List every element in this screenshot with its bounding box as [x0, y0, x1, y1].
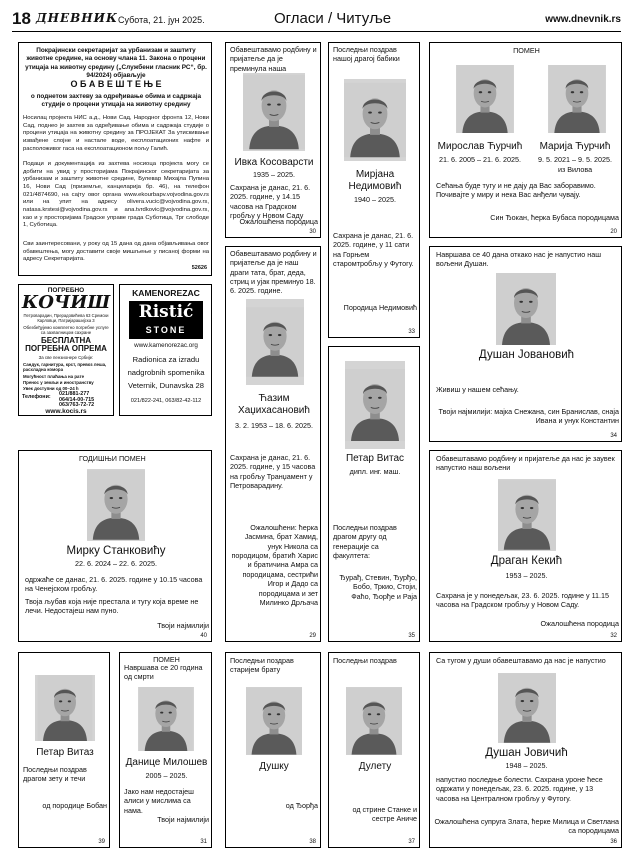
- ad-kocis-address: Петроварадин, Прерадовићева 63 Сремски Карловци, Патријарашијска 3: [23, 313, 109, 324]
- deceased-name: Дулету: [358, 761, 392, 772]
- ad-ristic-brand: KAMENOREZAC: [132, 288, 200, 298]
- portrait-photo-1: [456, 65, 514, 133]
- notice-title: О Б А В Е Ш Т Е Њ Е: [70, 79, 162, 89]
- obituary-ivka: [225, 42, 321, 238]
- signature: Твоји најмилији: [157, 815, 209, 824]
- ad-kocis-item-4: Увек доступни од 00–24 h: [23, 386, 79, 391]
- ad-number: 36: [610, 839, 617, 845]
- ad-kocis-phone-2: 064/14-00-715: [59, 396, 95, 403]
- ad-ristic-stone: STONE: [145, 325, 187, 335]
- ad-ristic-line-1: Radionica za izradu: [132, 355, 200, 364]
- memorial-text: Живиш у нашем сећању.: [436, 385, 519, 394]
- deceased-name: Душку: [259, 761, 289, 772]
- notice-subtitle: о поднетом захтеву за одређивање обима и садржаја студије о процени утицаја на животну средину: [30, 93, 202, 109]
- portrait-photo-2: [548, 65, 606, 133]
- obituary-dusan-jovicic: [429, 652, 622, 848]
- ad-ristic-line-3: Veternik, Dunavska 28: [128, 381, 204, 390]
- ad-kocis-headline: БЕСПЛАТНА ПОГРЕБНА ОПРЕМА: [25, 336, 107, 354]
- page-number: 18: [12, 9, 31, 28]
- portrait-photo: [345, 361, 405, 449]
- signature: Ожалошћена породица: [540, 619, 619, 628]
- obituary-petar-vitas: [328, 346, 420, 642]
- ad-kocis-phone-1: 021/881-277: [59, 391, 90, 397]
- obituary-mirko: [18, 450, 212, 642]
- obituary-header: ГОДИШЊИ ПОМЕН: [79, 454, 146, 463]
- signature: од стрине Станке и сестре Аниче: [352, 805, 417, 824]
- ad-kocis-item-1: Сандук, гарнитура, крст, превоз лешa, расхладна комора: [23, 362, 107, 373]
- obituary-intro: Навршава се 20 година од смрти: [124, 663, 203, 682]
- portrait-photo: [246, 687, 302, 755]
- deceased-years: 1935 – 2025.: [253, 170, 295, 179]
- funeral-info: Сахрана је данас, 21. 6. 2025. године, у 15 часова на гробљу Транџамент у Петроварадину.: [230, 453, 316, 491]
- ad-kocis[interactable]: [18, 284, 114, 416]
- hometown: из Вилова: [557, 165, 593, 174]
- signature: Ђурађ, Стевин, Ђурђо, Бобо, Тркио, Стоји, Фаћо, Ђорђе и Раја: [339, 573, 417, 601]
- obituary-curcic: [429, 42, 622, 238]
- deceased-years: 1953 – 2025.: [505, 571, 548, 580]
- ad-kocis-phone-label: Телефони:: [22, 394, 51, 400]
- signature: од Ђорђа: [285, 801, 318, 810]
- ad-number: 37: [408, 839, 415, 845]
- funeral-info: Сахрана је у понедељак, 23. 6. 2025. године у 11.15 часова на Градском гробљу у Новом Саду.: [436, 591, 610, 610]
- obituary-intro: Обавештавамо родбину и пријатеље да је преминула наша: [230, 45, 317, 73]
- signature: Ожалошћена породица: [239, 217, 318, 226]
- signature: од породице Бобан: [42, 801, 107, 810]
- deceased-years: 3. 2. 1953 – 18. 6. 2025.: [235, 421, 313, 430]
- obituary-intro: Обавештавамо родбину и пријатеље да нас је заувек напустио наш вољени: [436, 454, 615, 473]
- site-link[interactable]: www.dnevnik.rs: [545, 14, 621, 25]
- deceased-name: Душан Јовичић: [485, 747, 568, 759]
- notice-body-2: Подаци и документација из захтева носиоца пројекта могу се добити на увид у просторијама Покрајинског секретаријата за урбанизам и заштиту животне средине, Булевар Михајла Пупина 16, Нови Сад (приземље, канцеларија бр. 46), на телефон 021/4874690, на сајту овог органа www.ekourbapv.vojvodina.gov.rs или на упит на адресу olivera.vucic@vojvodina.gov.rs, natasa.krstesi@vojvodina.gov.rs и ana.tvrdkovic@vojvodina.gov.rs, као и у просторијама Градске управе града Суботица, Трг слободе 1, Суботица.: [23, 161, 209, 229]
- signature: Породица Недимовић: [343, 303, 417, 312]
- ad-ristic-phone: 021/822-241, 063/82-42-112: [130, 398, 202, 404]
- ad-ristic-name: Ristić: [138, 302, 194, 322]
- obituary-header: ПОМЕН: [153, 655, 180, 664]
- memorial-text: Последњи поздрав драгом зету и течи: [23, 765, 87, 784]
- ad-kocis-phone-3: 063/763-72-72: [59, 402, 95, 409]
- memorial-text: Последњи поздрав драгом другу од генерације са факултета:: [333, 523, 397, 561]
- obituary-intro: Последњи поздрав старијем брату: [230, 656, 294, 675]
- signature: Син Ђокан, ћерка Бубаса породицама: [490, 213, 619, 222]
- funeral-info: напустио последње болести. Сахрана уроне ћесе одржати у понедељак, 23. 6. 2025. године, у 13 часова на Централном гробљу у Футогу.: [436, 775, 603, 803]
- portrait-photo: [346, 687, 402, 755]
- ad-number: 20: [610, 229, 617, 235]
- ad-number: 33: [408, 329, 415, 335]
- funeral-info: Сахрана је данас, 21. 6. 2025. године, у 14.15 часова на Градском гробљу у Новом Саду: [230, 183, 311, 221]
- memorial-text: Твоја љубав која није престала и тугу која време не лечи. Недостајеш нам пуно.: [25, 597, 199, 616]
- obituary-dusan-jovanovic: [429, 246, 622, 442]
- portrait-photo: [498, 479, 556, 551]
- deceased-name: Ћазим Хаџихасановић: [238, 393, 310, 416]
- ad-number: 29: [309, 633, 316, 639]
- ad-kocis-item-3: Пренос у земљи и иностранству: [23, 380, 94, 385]
- portrait-photo: [246, 299, 304, 385]
- signature: Твоји најмилији: [157, 621, 209, 630]
- issue-date: Субота, 21. јун 2025.: [118, 15, 205, 25]
- obituary-intro: Обавештавамо родбину и пријатеље да је наш драги тата, брат, деда, стриц и ујак преминуо 18. 6. 2025. године.: [230, 249, 317, 296]
- page-header: [12, 8, 621, 32]
- deceased-title: дипл. инг. маш.: [349, 467, 401, 476]
- obituary-intro: Последњи поздрав: [333, 656, 397, 665]
- funeral-info: Сахрана је данас, 21. 6. 2025. године, у 11 сати на Горњем старомтробљу у Футогу.: [333, 231, 414, 269]
- obituary-petar-vitaz: [18, 652, 110, 848]
- deceased-name-2: Марија Ћурчић: [539, 141, 611, 152]
- portrait-photo: [35, 675, 95, 741]
- funeral-info: одржаће се данас, 21. 6. 2025. године у 10.15 часова на Ченејском гробљу.: [25, 575, 203, 594]
- notice-code: 52626: [191, 264, 207, 271]
- section-title: Огласи / Читуље: [274, 10, 392, 27]
- obituary-duletu: [328, 652, 420, 848]
- portrait-photo: [496, 273, 556, 345]
- ad-kocis-item-2: Могућност плаћања на рате: [23, 374, 85, 379]
- portrait-photo: [498, 673, 556, 743]
- deceased-name: Данице Милошев: [125, 757, 208, 768]
- ad-number: 30: [309, 229, 316, 235]
- portrait-photo: [243, 73, 305, 151]
- portrait-photo: [87, 469, 145, 541]
- ad-kocis-web[interactable]: www.kocis.rs: [45, 408, 87, 415]
- ad-number: 35: [408, 633, 415, 639]
- signature: Ожалошћена супруга Злата, ћерке Милица и Светлана са породицама: [434, 817, 619, 836]
- deceased-name: Мирјана Недимовић: [348, 169, 402, 192]
- ad-kocis-brand: КОЧИШ: [21, 292, 111, 313]
- ad-kocis-sub: За све пензионере Србије:: [38, 355, 94, 360]
- ad-number: 31: [200, 839, 207, 845]
- ad-kocis-phones: [59, 392, 94, 409]
- ad-ristic-logo: [129, 301, 203, 339]
- ad-ristic-site[interactable]: www.kamenorezac.org: [134, 342, 198, 349]
- ad-number: 39: [98, 839, 105, 845]
- notice-body-3: Сви заинтересовани, у року од 15 дана од дана објављивања овог обавештења, могу доставити своје мишљење у писаној форми на адресу Секретаријата.: [23, 241, 209, 263]
- portrait-photo: [344, 79, 406, 161]
- ad-number: 38: [309, 839, 316, 845]
- ad-number: 40: [200, 633, 207, 639]
- deceased-name: Драган Кекић: [490, 555, 563, 567]
- obituary-cazim: [225, 246, 321, 642]
- portrait-photo: [138, 687, 194, 751]
- ad-ristic[interactable]: [119, 284, 212, 416]
- obituary-dusku: [225, 652, 321, 848]
- deceased-name: Душан Јовановић: [478, 349, 575, 361]
- memorial-text: Сећања буде тугу и не дају да Вас заборавимо. Почивајте у миру и нека Вас анђели чувају.: [436, 181, 596, 200]
- newspaper-logo: ДНЕВНИК: [36, 11, 118, 25]
- obituary-intro: Навршава се 40 дана откако нас је напустио наш вољени Душан.: [436, 250, 602, 269]
- ad-kocis-top: ПОГРЕБНО: [47, 287, 85, 294]
- deceased-name: Ивка Косоварсти: [234, 157, 314, 168]
- ad-kocis-line1: Обезбеђујемо комплетно погребне услуге са захвалницом сахране: [23, 325, 109, 336]
- deceased-years: 22. 6. 2024 – 22. 6. 2025.: [75, 559, 157, 568]
- deceased-name: Мирку Станковићу: [66, 545, 166, 557]
- ad-number: 34: [610, 433, 617, 439]
- obituary-header: ПОМЕН: [513, 46, 540, 55]
- ad-ristic-line-2: nadgrobnih spomenika: [127, 368, 205, 377]
- notice-intro: Покрајински секретаријат за урбанизам и заштиту животне средине, на основу члана 11. Закона о процени утицаја на животну средину („Службени гласник РС“, бр. 94/2024) објављује: [25, 47, 207, 79]
- deceased-name: Петар Витаз: [36, 747, 94, 758]
- deceased-years: 2005 – 2025.: [145, 771, 188, 780]
- notice-body-1: Носилац пројекта НИС а.д., Нови Сад, Народног фронта 12, Нови Сад, поднео је захтев за одређивање обима и садржаја студије о процени утицаја на животну средину за ПРОЈЕКАТ За утискивање извађене слојне и настале воде, експлоатационих нафте и расположивог гаса на експлоатационом пољу Галић.: [23, 115, 209, 152]
- obituary-dragan: [429, 450, 622, 642]
- memorial-text: Јако нам недостајеш алиси у мислима са нама.: [124, 787, 194, 815]
- deceased-years-2: 9. 5. 2021 – 9. 5. 2025.: [538, 155, 612, 164]
- deceased-years: 1948 – 2025.: [505, 761, 548, 770]
- deceased-name-1: Мирослав Ћурчић: [437, 141, 523, 152]
- public-notice: [18, 42, 212, 276]
- deceased-years-1: 21. 6. 2005 – 21. 6. 2025.: [439, 155, 521, 164]
- deceased-years: 1940 – 2025.: [354, 195, 396, 204]
- signature: Ожалошћени: ћерка Јасмина, брат Хамид, унук Никола са породицом, братић Харис и братичина Амра са породицама, сестрићи Игор и Дадо са породицама и зет Милинко Дрљача: [231, 523, 318, 607]
- ad-number: 32: [610, 633, 617, 639]
- deceased-name: Петар Витас: [345, 453, 405, 464]
- obituary-danica: [119, 652, 212, 848]
- obituary-intro: Са тугом у души обавештавамо да нас је напустио: [436, 656, 606, 665]
- obituary-mirjana: [328, 42, 420, 338]
- signature: Твоји најмилији: мајка Снежана, син Бранислав, снаја Ивана и унук Константин: [438, 407, 619, 426]
- obituary-intro: Последњи поздрав нашој драгој бабики: [333, 45, 400, 64]
